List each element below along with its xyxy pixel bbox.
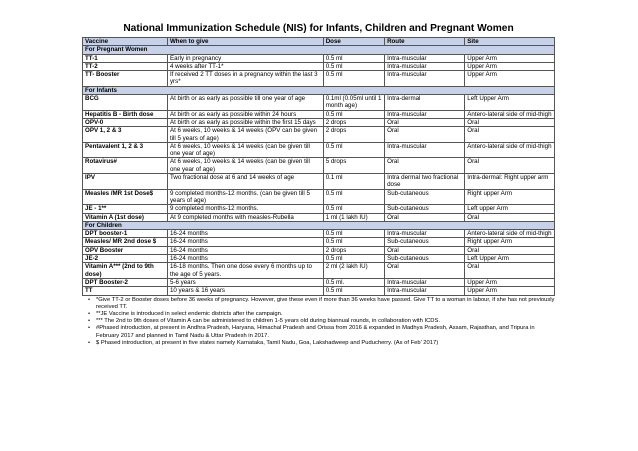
cell-route: Intra-muscular bbox=[385, 71, 465, 87]
table-row bbox=[83, 62, 555, 70]
cell-dose: 0.5 ml bbox=[323, 62, 384, 70]
footnote bbox=[82, 340, 555, 347]
cell-when: At birth or as early as possible till one year of age bbox=[167, 95, 323, 111]
footnote-text: $ Phased introduction, at present in five states namely Karnataka, Tamil Nadu, Goa, Lakshadweep and Puducherry. (As of Feb' 2017) bbox=[96, 339, 439, 346]
cell-vaccine: Measles /MR 1st Dose$ bbox=[83, 189, 168, 205]
cell-route: Sub-cutaneous bbox=[385, 189, 465, 205]
cell-route: Oral bbox=[385, 118, 465, 126]
cell-vaccine: BCG bbox=[83, 95, 168, 111]
header-dose: Dose bbox=[323, 38, 384, 46]
cell-route: Oral bbox=[385, 213, 465, 221]
footnote bbox=[82, 311, 555, 318]
bullet-icon: • bbox=[87, 296, 91, 303]
table-row bbox=[83, 174, 555, 190]
table-row bbox=[83, 238, 555, 246]
cell-when: Early in pregnancy bbox=[167, 54, 323, 62]
cell-route: Intra-dermal bbox=[385, 95, 465, 111]
cell-when: 10 years & 16 years bbox=[167, 287, 323, 295]
header-route: Route bbox=[385, 38, 465, 46]
cell-site: Left upper Arm bbox=[465, 205, 555, 213]
cell-when: If received 2 TT doses in a pregnancy within the last 3 yrs* bbox=[167, 71, 323, 87]
cell-vaccine: Rotavirus# bbox=[83, 158, 168, 174]
section-row bbox=[83, 46, 555, 54]
cell-vaccine: TT-2 bbox=[83, 62, 168, 70]
cell-site: Upper Arm bbox=[465, 54, 555, 62]
table-row bbox=[83, 278, 555, 286]
cell-site: Upper Arm bbox=[465, 71, 555, 87]
cell-site: Right upper Arm bbox=[465, 189, 555, 205]
cell-dose: 5 drops bbox=[323, 158, 384, 174]
cell-dose: 2 drops bbox=[323, 118, 384, 126]
cell-site: Right upper Arm bbox=[465, 238, 555, 246]
cell-site: Oral bbox=[465, 127, 555, 143]
page-title: National Immunization Schedule (NIS) for Infants, Children and Pregnant Women bbox=[123, 23, 514, 34]
cell-dose: 0.5 ml bbox=[323, 142, 384, 158]
cell-vaccine: JE - 1** bbox=[83, 205, 168, 213]
cell-vaccine: OPV 1, 2 & 3 bbox=[83, 127, 168, 143]
footnote-text: **JE Vaccine is introduced in select endemic districts after the campaign. bbox=[96, 310, 283, 317]
table-row bbox=[83, 118, 555, 126]
cell-route: Intra-muscular bbox=[385, 230, 465, 238]
bullet-icon: • bbox=[87, 318, 91, 325]
cell-dose: 2 drops bbox=[323, 127, 384, 143]
cell-when: At 6 weeks, 10 weeks & 14 weeks (can be given till one year of age) bbox=[167, 142, 323, 158]
cell-route: Sub-cutaneous bbox=[385, 255, 465, 263]
cell-when: 16-24 months bbox=[167, 230, 323, 238]
cell-dose: 0.5 ml bbox=[323, 255, 384, 263]
bullet-icon: • bbox=[87, 325, 91, 332]
cell-vaccine: OPV Booster bbox=[83, 246, 168, 254]
cell-when: 16-18 months. Then one dose every 6 months up to the age of 5 years. bbox=[167, 263, 323, 279]
cell-when: At 6 weeks, 10 weeks & 14 weeks (can be given till one year of age) bbox=[167, 158, 323, 174]
cell-dose: 0.5 ml bbox=[323, 205, 384, 213]
cell-dose: 0.5 ml bbox=[323, 189, 384, 205]
footnote bbox=[82, 325, 555, 339]
table-row bbox=[83, 213, 555, 221]
cell-route: Intra dermal two fractional dose bbox=[385, 174, 465, 190]
table-row bbox=[83, 230, 555, 238]
table-row bbox=[83, 95, 555, 111]
cell-route: Intra-muscular bbox=[385, 287, 465, 295]
cell-vaccine: Measles/ MR 2nd dose $ bbox=[83, 238, 168, 246]
cell-vaccine: OPV-0 bbox=[83, 118, 168, 126]
section-title: For Children bbox=[83, 221, 555, 229]
cell-site: Upper Arm bbox=[465, 62, 555, 70]
table-row bbox=[83, 127, 555, 143]
cell-site: Oral bbox=[465, 213, 555, 221]
cell-vaccine: DPT booster-1 bbox=[83, 230, 168, 238]
cell-when: 9 completed months-12 months. bbox=[167, 205, 323, 213]
cell-vaccine: IPV bbox=[83, 174, 168, 190]
cell-route: Intra-muscular bbox=[385, 142, 465, 158]
cell-dose: 0.5 ml bbox=[323, 230, 384, 238]
cell-vaccine: TT bbox=[83, 287, 168, 295]
cell-vaccine: Vitamin A (1st dose) bbox=[83, 213, 168, 221]
cell-site: Oral bbox=[465, 263, 555, 279]
cell-site: Upper Arm bbox=[465, 287, 555, 295]
cell-dose: 0.5 ml bbox=[323, 71, 384, 87]
table-row bbox=[83, 158, 555, 174]
cell-route: Oral bbox=[385, 246, 465, 254]
cell-route: Intra-muscular bbox=[385, 110, 465, 118]
cell-dose: 2 drops bbox=[323, 246, 384, 254]
cell-site: Left Upper Arm bbox=[465, 255, 555, 263]
cell-when: At birth or as early as possible within 24 hours bbox=[167, 110, 323, 118]
table-row bbox=[83, 71, 555, 87]
cell-route: Intra-muscular bbox=[385, 62, 465, 70]
cell-site: Oral bbox=[465, 158, 555, 174]
cell-vaccine: Vitamin A*** (2nd to 9th dose) bbox=[83, 263, 168, 279]
cell-dose: 0.1ml (0.05ml until 1 month age) bbox=[323, 95, 384, 111]
table-row bbox=[83, 142, 555, 158]
footnote-text: *Give TT-2 or Booster doses before 36 weeks of pregnancy. However, give these even if more than 36 weeks have passed. Give TT to a woman in labour, if she has not previously received TT. bbox=[96, 296, 555, 310]
cell-site: Oral bbox=[465, 118, 555, 126]
bullet-icon: • bbox=[87, 339, 91, 346]
cell-site: Antero-lateral side of mid-thigh bbox=[465, 230, 555, 238]
cell-route: Intra-muscular bbox=[385, 54, 465, 62]
table-row bbox=[83, 110, 555, 118]
cell-vaccine: TT-1 bbox=[83, 54, 168, 62]
cell-route: Sub-cutaneous bbox=[385, 205, 465, 213]
cell-site: Oral bbox=[465, 246, 555, 254]
footnote bbox=[82, 297, 555, 311]
cell-route: Intra-muscular bbox=[385, 278, 465, 286]
cell-site: Antero-lateral side of mid-thigh bbox=[465, 142, 555, 158]
table-row bbox=[83, 189, 555, 205]
cell-site: Left Upper Arm bbox=[465, 95, 555, 111]
cell-route: Oral bbox=[385, 263, 465, 279]
cell-dose: 0.5 ml bbox=[323, 110, 384, 118]
cell-vaccine: TT- Booster bbox=[83, 71, 168, 87]
cell-when: At birth or as early as possible within the first 15 days bbox=[167, 118, 323, 126]
section-title: For Pregnant Women bbox=[83, 46, 555, 54]
cell-vaccine: Pentavalent 1, 2 & 3 bbox=[83, 142, 168, 158]
cell-dose: 0.1 ml bbox=[323, 174, 384, 190]
header-vaccine: Vaccine bbox=[83, 38, 168, 46]
table-row bbox=[83, 54, 555, 62]
cell-when: At 6 weeks, 10 weeks & 14 weeks (OPV can be given till 5 years of age) bbox=[167, 127, 323, 143]
cell-vaccine: JE-2 bbox=[83, 255, 168, 263]
footnote-text: #Phased introduction, at present in Andhra Pradesh, Haryana, Himachal Pradesh and Orissa from 2016 & expanded in Madhya Pradesh, Assam, Rajasthan, and Tripura in February 2017 and planned in Tamil Nadu & Uttar Pradesh in 2017. bbox=[96, 325, 535, 339]
cell-route: Sub-cutaneous bbox=[385, 238, 465, 246]
cell-dose: 2 ml (2 lakh IU) bbox=[323, 263, 384, 279]
header-row bbox=[83, 38, 555, 46]
cell-when: 16-24 months bbox=[167, 238, 323, 246]
cell-when: 16-24 months bbox=[167, 255, 323, 263]
table-row bbox=[83, 205, 555, 213]
header-when: When to give bbox=[167, 38, 323, 46]
cell-route: Oral bbox=[385, 127, 465, 143]
schedule-table bbox=[82, 37, 555, 296]
table-body bbox=[83, 46, 555, 295]
cell-vaccine: DPT Booster-2 bbox=[83, 278, 168, 286]
cell-dose: 0.5 ml bbox=[323, 287, 384, 295]
footnote bbox=[82, 318, 555, 325]
section-title: For Infants bbox=[83, 86, 555, 94]
cell-dose: 0.5 ml bbox=[323, 238, 384, 246]
cell-dose: 1 ml (1 lakh IU) bbox=[323, 213, 384, 221]
cell-when: 5-6 years bbox=[167, 278, 323, 286]
footnote-text: *** The 2nd to 9th doses of Vitamin A can be administered to children 1-5 years old during biannual rounds, in collaboration with ICDS. bbox=[96, 318, 440, 325]
table-row bbox=[83, 255, 555, 263]
section-row bbox=[83, 221, 555, 229]
cell-vaccine: Hepatitis B - Birth dose bbox=[83, 110, 168, 118]
cell-route: Oral bbox=[385, 158, 465, 174]
cell-when: 9 completed months-12 months. (can be given till 5 years of age) bbox=[167, 189, 323, 205]
cell-when: 4 weeks after TT-1* bbox=[167, 62, 323, 70]
cell-dose: 0.5 ml bbox=[323, 54, 384, 62]
cell-when: Two fractional dose at 6 and 14 weeks of age bbox=[167, 174, 323, 190]
cell-when: At 9 completed months with measles-Rubella bbox=[167, 213, 323, 221]
document-page bbox=[82, 22, 555, 347]
table-row bbox=[83, 287, 555, 295]
cell-when: 16-24 months bbox=[167, 246, 323, 254]
section-row bbox=[83, 86, 555, 94]
table-row bbox=[83, 246, 555, 254]
bullet-icon: • bbox=[87, 310, 91, 317]
cell-site: Upper Arm bbox=[465, 278, 555, 286]
cell-site: Antero-lateral side of mid-thigh bbox=[465, 110, 555, 118]
cell-dose: 0.5 ml. bbox=[323, 278, 384, 286]
footnotes bbox=[82, 297, 555, 347]
table-row bbox=[83, 263, 555, 279]
cell-site: Intra-dermal: Right upper arm bbox=[465, 174, 555, 190]
header-site: Site bbox=[465, 38, 555, 46]
